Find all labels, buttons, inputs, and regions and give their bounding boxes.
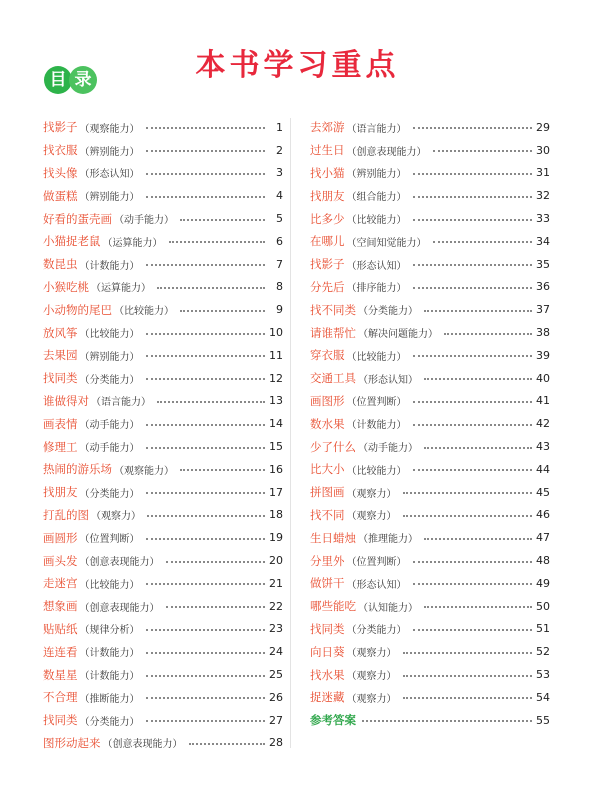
toc-entry-skill: （空间知觉能力）: [346, 237, 427, 249]
toc-dot-leader: [413, 424, 533, 426]
toc-entry[interactable]: [310, 572, 550, 595]
toc-entry[interactable]: [43, 640, 283, 663]
toc-entry[interactable]: [310, 640, 550, 663]
toc-dot-leader: [403, 652, 533, 654]
toc-entry-title: 修理工: [43, 439, 78, 454]
toc-dot-leader: [189, 743, 266, 745]
toc-entry[interactable]: [43, 686, 283, 709]
toc-entry-skill: （比较能力）: [346, 465, 407, 477]
toc-entry-title: 找同类: [310, 621, 345, 636]
toc-entry-title: 捉迷藏: [310, 690, 345, 705]
toc-dot-leader: [413, 127, 533, 129]
toc-entry-page: 37: [536, 303, 550, 317]
toc-entry-skill: （观察力）: [346, 648, 397, 660]
toc-entry-page: 54: [536, 690, 550, 704]
toc-entry-page: 20: [269, 554, 283, 568]
toc-entry-page: 52: [536, 645, 550, 659]
toc-entry-page: 38: [536, 326, 550, 340]
toc-entry[interactable]: [310, 321, 550, 344]
toc-entry[interactable]: [310, 549, 550, 572]
toc-entry-skill: （动手能力）: [358, 443, 418, 455]
toc-entry-title: 打乱的图: [43, 507, 89, 522]
toc-entry-skill: （观察力）: [346, 693, 397, 705]
toc-entry-title: 参考答案: [310, 713, 356, 728]
toc-entry-title: 找小猫: [310, 165, 345, 180]
toc-entry-title: 做蛋糕: [43, 188, 78, 203]
toc-entry-page: 2: [276, 143, 283, 157]
toc-entry-title: 哪些能吃: [310, 599, 356, 614]
toc-entry-title: 做饼干: [310, 576, 345, 591]
toc-entry-skill: （计数能力）: [346, 420, 407, 432]
toc-entry-skill: （比较能力）: [346, 215, 407, 227]
toc-dot-leader: [146, 333, 266, 335]
toc-dot-leader: [146, 127, 266, 129]
toc-entry-skill: （创意表现能力）: [79, 602, 160, 614]
toc-entry[interactable]: [310, 618, 550, 641]
toc-entry-title: 找不同: [310, 507, 345, 522]
toc-dot-leader: [146, 150, 266, 152]
toc-dot-leader: [424, 606, 532, 608]
toc-entry-title: 小猫捉老鼠: [43, 234, 101, 249]
toc-entry-page: 9: [276, 303, 283, 317]
toc-entry[interactable]: [310, 663, 550, 686]
toc-entry-page: 6: [276, 234, 283, 248]
toc-column-right: [310, 116, 550, 732]
toc-entry[interactable]: [43, 298, 283, 321]
toc-entry-page: 18: [269, 508, 283, 522]
toc-entry-title: 小猴吃桃: [43, 279, 89, 294]
toc-dot-leader: [157, 401, 265, 403]
toc-dot-leader: [433, 241, 533, 243]
toc-entry-page: 55: [536, 713, 550, 727]
toc-entry[interactable]: [43, 618, 283, 641]
toc-entry[interactable]: [310, 298, 550, 321]
toc-dot-leader: [146, 492, 266, 494]
toc-entry-page: 12: [269, 371, 283, 385]
toc-entry[interactable]: [310, 526, 550, 549]
toc-dot-leader: [146, 697, 266, 699]
toc-entry[interactable]: [43, 253, 283, 276]
toc-dot-leader: [403, 697, 533, 699]
toc-dot-leader: [362, 720, 532, 722]
toc-entry-skill: （观察力）: [346, 511, 397, 523]
toc-entry-page: 53: [536, 668, 550, 682]
toc-entry-skill: （组合能力）: [346, 192, 407, 204]
toc-entry-page: 47: [536, 531, 550, 545]
toc-entry-skill: （分类能力）: [358, 306, 418, 318]
toc-entry-title: 贴贴纸: [43, 621, 78, 636]
toc-entry[interactable]: [310, 184, 550, 207]
toc-entry[interactable]: [43, 458, 283, 481]
toc-entry-skill: （分类能力）: [79, 374, 140, 386]
toc-entry[interactable]: [43, 526, 283, 549]
toc-entry-title: 不合理: [43, 690, 78, 705]
toc-entry[interactable]: [310, 139, 550, 162]
toc-entry-skill: （观察能力）: [79, 123, 140, 135]
toc-entry[interactable]: [43, 162, 283, 185]
toc-entry-page: 32: [536, 189, 550, 203]
toc-entry[interactable]: [310, 207, 550, 230]
toc-dot-leader: [146, 675, 266, 677]
toc-entry-title: 画图形: [310, 393, 345, 408]
toc-entry[interactable]: [310, 367, 550, 390]
toc-entry-skill: （排序能力）: [346, 283, 407, 295]
toc-entry-page: 40: [536, 371, 550, 385]
toc-entry-title: 找朋友: [43, 485, 78, 500]
toc-dot-leader: [146, 378, 266, 380]
toc-entry-page: 22: [269, 599, 283, 613]
toc-entry-skill: （运算能力）: [91, 283, 151, 295]
toc-entry-title: 去果园: [43, 348, 78, 363]
toc-entry-skill: （观察能力）: [114, 465, 174, 477]
toc-entry-skill: （观察力）: [346, 488, 397, 500]
toc-entry-page: 48: [536, 554, 550, 568]
toc-entry-skill: （规律分析）: [79, 625, 140, 637]
toc-entry-page: 8: [276, 280, 283, 294]
toc-entry[interactable]: [43, 663, 283, 686]
toc-entry-skill: （语言能力）: [91, 397, 151, 409]
toc-entry-skill: （语言能力）: [346, 123, 407, 135]
contents-heading-char: 目: [44, 66, 72, 94]
toc-dot-leader: [146, 355, 266, 357]
toc-dot-leader: [403, 492, 533, 494]
toc-entry-skill: （观察力）: [91, 511, 141, 523]
toc-entry-title: 交通工具: [310, 371, 356, 386]
toc-dot-leader: [413, 264, 533, 266]
toc-entry-page: 36: [536, 280, 550, 294]
toc-entry-page: 15: [269, 440, 283, 454]
toc-column-left: [43, 116, 283, 754]
toc-entry[interactable]: [43, 139, 283, 162]
toc-entry[interactable]: [310, 435, 550, 458]
toc-entry[interactable]: [43, 390, 283, 413]
toc-entry-title: 少了什么: [310, 439, 356, 454]
toc-entry[interactable]: [310, 162, 550, 185]
toc-entry[interactable]: [43, 504, 283, 527]
toc-entry-page: 19: [269, 531, 283, 545]
toc-dot-leader: [166, 606, 266, 608]
toc-entry-page: 33: [536, 212, 550, 226]
toc-entry-title: 数水果: [310, 416, 345, 431]
toc-entry-page: 3: [276, 166, 283, 180]
toc-entry-page: 49: [536, 576, 550, 590]
toc-entry[interactable]: [43, 367, 283, 390]
toc-entry[interactable]: [43, 184, 283, 207]
toc-entry[interactable]: [43, 481, 283, 504]
toc-entry-page: 4: [276, 189, 283, 203]
toc-entry-title: 过生日: [310, 143, 345, 158]
toc-entry-page: 29: [536, 120, 550, 134]
toc-entry-skill: （分类能力）: [79, 488, 140, 500]
toc-entry-skill: （动手能力）: [114, 215, 174, 227]
toc-dot-leader: [413, 219, 533, 221]
toc-entry-page: 34: [536, 234, 550, 248]
toc-entry-title: 画表情: [43, 416, 78, 431]
toc-entry-title: 比大小: [310, 462, 345, 477]
toc-dot-leader: [413, 629, 533, 631]
toc-entry-skill: （比较能力）: [346, 351, 407, 363]
toc-entry[interactable]: [310, 276, 550, 299]
toc-entry-page: 26: [269, 690, 283, 704]
toc-entry[interactable]: [310, 390, 550, 413]
toc-entry-skill: （分类能力）: [79, 716, 140, 728]
toc-entry[interactable]: [43, 572, 283, 595]
toc-entry-title: 画头发: [43, 553, 78, 568]
toc-entry-title: 走迷宫: [43, 576, 78, 591]
toc-entry-page: 28: [269, 736, 283, 750]
toc-entry-skill: （比较能力）: [79, 579, 140, 591]
toc-entry[interactable]: [43, 732, 283, 755]
toc-entry[interactable]: [310, 253, 550, 276]
toc-entry[interactable]: [43, 709, 283, 732]
toc-entry-title: 连连看: [43, 644, 78, 659]
toc-dot-leader: [424, 378, 532, 380]
toc-dot-leader: [180, 219, 265, 221]
toc-entry-page: 39: [536, 348, 550, 362]
toc-entry-page: 11: [269, 348, 283, 362]
toc-entry-page: 7: [276, 257, 283, 271]
toc-entry-skill: （动手能力）: [79, 443, 140, 455]
toc-entry-title: 在哪儿: [310, 234, 345, 249]
toc-dot-leader: [444, 333, 532, 335]
toc-entry-title: 找水果: [310, 667, 345, 682]
toc-entry-skill: （形态认知）: [358, 374, 418, 386]
toc-entry-skill: （动手能力）: [79, 420, 140, 432]
toc-entry-title: 找朋友: [310, 188, 345, 203]
toc-entry-skill: （创意表现能力）: [346, 146, 427, 158]
toc-entry-page: 43: [536, 440, 550, 454]
toc-entry[interactable]: [310, 595, 550, 618]
toc-dot-leader: [146, 629, 266, 631]
toc-dot-leader: [147, 515, 265, 517]
toc-entry-title: 找头像: [43, 165, 78, 180]
toc-entry-skill: （辨别能力）: [79, 146, 140, 158]
toc-entry[interactable]: [310, 458, 550, 481]
toc-entry-skill: （比较能力）: [79, 329, 140, 341]
toc-dot-leader: [433, 150, 533, 152]
toc-entry-skill: （观察力）: [346, 671, 397, 683]
toc-entry-skill: （辨别能力）: [79, 192, 140, 204]
toc-entry-skill: （运算能力）: [102, 237, 163, 249]
toc-entry-skill: （形态认知）: [79, 169, 140, 181]
toc-dot-leader: [413, 469, 533, 471]
toc-entry-page: 50: [536, 599, 550, 613]
toc-entry-skill: （创意表现能力）: [102, 739, 183, 751]
toc-entry-skill: （计数能力）: [79, 260, 140, 272]
toc-dot-leader: [413, 355, 533, 357]
toc-entry-title: 放风筝: [43, 325, 78, 340]
toc-dot-leader: [413, 561, 533, 563]
toc-entry-title: 想象画: [43, 599, 78, 614]
toc-dot-leader: [180, 469, 265, 471]
toc-entry-title: 穿衣服: [310, 348, 345, 363]
toc-entry-skill: （解决问题能力）: [358, 329, 438, 341]
toc-entry-page: 10: [269, 326, 283, 340]
toc-entry-skill: （推断能力）: [79, 693, 140, 705]
toc-entry-title: 画圆形: [43, 530, 78, 545]
toc-entry[interactable]: [43, 549, 283, 572]
toc-dot-leader: [146, 720, 266, 722]
toc-entry-title: 数星星: [43, 667, 78, 682]
toc-entry-title: 去郊游: [310, 120, 345, 135]
toc-entry-title: 向日葵: [310, 644, 345, 659]
toc-entry-skill: （创意表现能力）: [79, 557, 160, 569]
toc-entry-skill: （位置判断）: [79, 534, 140, 546]
toc-entry-page: 51: [536, 622, 550, 636]
toc-entry-skill: （辨别能力）: [79, 351, 140, 363]
toc-entry-skill: （计数能力）: [79, 648, 140, 660]
toc-entry-title: 分先后: [310, 279, 345, 294]
toc-entry-title: 找衣服: [43, 143, 78, 158]
toc-dot-leader: [146, 538, 266, 540]
toc-entry-page: 31: [536, 166, 550, 180]
toc-entry[interactable]: [310, 230, 550, 253]
toc-entry-skill: （认知能力）: [358, 602, 418, 614]
toc-entry-skill: （位置判断）: [346, 557, 407, 569]
toc-dot-leader: [146, 196, 266, 198]
toc-entry-page: 13: [269, 394, 283, 408]
toc-entry-title: 拼图画: [310, 485, 345, 500]
toc-entry-page: 24: [269, 645, 283, 659]
toc-entry-skill: （位置判断）: [346, 397, 407, 409]
toc-entry-skill: （推理能力）: [358, 534, 418, 546]
toc-dot-leader: [180, 310, 265, 312]
toc-entry-title: 图形动起来: [43, 735, 101, 750]
toc-entry-title: 找不同类: [310, 302, 356, 317]
toc-entry-title: 比多少: [310, 211, 345, 226]
toc-entry[interactable]: [43, 412, 283, 435]
toc-entry-page: 30: [536, 143, 550, 157]
toc-dot-leader: [413, 287, 533, 289]
toc-dot-leader: [413, 196, 533, 198]
toc-dot-leader: [413, 173, 533, 175]
toc-entry[interactable]: [43, 276, 283, 299]
toc-entry-skill: （辨别能力）: [346, 169, 407, 181]
toc-entry-page: 45: [536, 485, 550, 499]
toc-entry-title: 请谁帮忙: [310, 325, 356, 340]
toc-dot-leader: [166, 561, 266, 563]
toc-entry-page: 41: [536, 394, 550, 408]
toc-entry-title: 找影子: [310, 257, 345, 272]
toc-entry-title: 谁做得对: [43, 393, 89, 408]
toc-dot-leader: [146, 652, 266, 654]
toc-entry-skill: （比较能力）: [114, 306, 174, 318]
toc-entry-page: 42: [536, 417, 550, 431]
toc-entry-page: 21: [269, 576, 283, 590]
toc-entry[interactable]: [310, 412, 550, 435]
toc-entry-title: 找同类: [43, 371, 78, 386]
contents-heading: [44, 66, 97, 94]
toc-entry-title: 分里外: [310, 553, 345, 568]
toc-entry[interactable]: [43, 321, 283, 344]
toc-entry-page: 35: [536, 257, 550, 271]
toc-entry[interactable]: [310, 116, 550, 139]
toc-entry-skill: （计数能力）: [79, 671, 140, 683]
toc-entry-page: 5: [276, 212, 283, 226]
toc-dot-leader: [146, 424, 266, 426]
toc-entry-page: 23: [269, 622, 283, 636]
toc-entry-page: 1: [276, 120, 283, 134]
toc-dot-leader: [424, 538, 532, 540]
toc-entry[interactable]: [43, 344, 283, 367]
toc-entry[interactable]: [310, 504, 550, 527]
toc-dot-leader: [424, 310, 532, 312]
toc-entry[interactable]: [43, 116, 283, 139]
contents-heading-char: 录: [69, 66, 97, 94]
toc-dot-leader: [146, 264, 266, 266]
toc-entry-title: 生日蜡烛: [310, 530, 356, 545]
toc-entry-title: 好看的蛋壳画: [43, 211, 112, 226]
page-title: 本书学习重点: [195, 48, 400, 83]
toc-entry-title: 找同类: [43, 713, 78, 728]
toc-entry[interactable]: [310, 481, 550, 504]
toc-dot-leader: [413, 583, 533, 585]
toc-entry-title: 热闹的游乐场: [43, 462, 112, 477]
toc-dot-leader: [157, 287, 265, 289]
toc-entry-page: 46: [536, 508, 550, 522]
toc-entry[interactable]: [43, 435, 283, 458]
toc-entry[interactable]: [310, 686, 550, 709]
toc-entry[interactable]: [310, 709, 550, 732]
toc-entry-page: 44: [536, 462, 550, 476]
toc-entry-title: 数昆虫: [43, 257, 78, 272]
toc-dot-leader: [146, 447, 266, 449]
toc-dot-leader: [403, 675, 533, 677]
toc-entry-page: 25: [269, 668, 283, 682]
toc-entry[interactable]: [43, 207, 283, 230]
toc-entry-title: 小动物的尾巴: [43, 302, 112, 317]
toc-dot-leader: [403, 515, 533, 517]
toc-dot-leader: [169, 241, 266, 243]
toc-entry-skill: （形态认知）: [346, 260, 407, 272]
toc-entry[interactable]: [43, 230, 283, 253]
toc-entry[interactable]: [310, 344, 550, 367]
toc-entry-page: 16: [269, 462, 283, 476]
toc-entry-title: 找影子: [43, 120, 78, 135]
toc-entry-skill: （形态认知）: [346, 579, 407, 591]
toc-entry-page: 17: [269, 485, 283, 499]
toc-dot-leader: [146, 583, 266, 585]
column-divider: [290, 118, 291, 748]
toc-dot-leader: [424, 447, 532, 449]
toc-entry[interactable]: [43, 595, 283, 618]
toc-dot-leader: [413, 401, 533, 403]
toc-entry-page: 27: [269, 713, 283, 727]
toc-entry-page: 14: [269, 417, 283, 431]
toc-dot-leader: [146, 173, 266, 175]
toc-entry-skill: （分类能力）: [346, 625, 407, 637]
